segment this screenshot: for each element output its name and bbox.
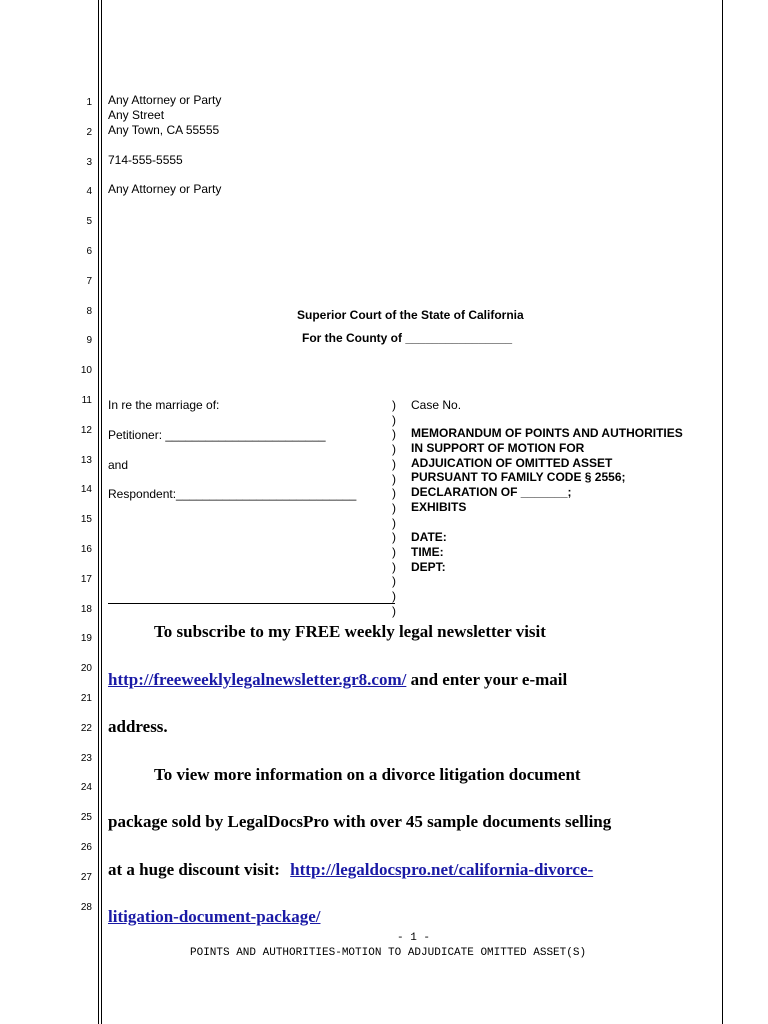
line-number: 20 [80, 663, 92, 675]
case-number-label: Case No. [411, 398, 462, 412]
caption-paren: ) [392, 442, 396, 457]
caption-respondent: Respondent:___________________________ [108, 487, 357, 501]
line-number: 17 [80, 573, 92, 585]
caption-paren: ) [392, 559, 396, 574]
package-paragraph-lead-text: at a huge discount visit: [108, 860, 285, 879]
package-link-part1[interactable]: http://legaldocspro.net/california-divorce- [290, 860, 594, 879]
line-number: 27 [80, 871, 92, 883]
line-number: 14 [80, 484, 92, 496]
line-number: 18 [80, 603, 92, 615]
line-number: 10 [80, 365, 92, 377]
package-paragraph-line4 [108, 907, 321, 927]
caption-paren: ) [392, 471, 396, 486]
package-paragraph-line3 [108, 860, 593, 880]
line-number: 2 [86, 126, 92, 138]
line-number: 23 [80, 752, 92, 764]
left-margin-rule-inner [101, 0, 102, 1024]
attorney-for: Any Attorney or Party [108, 182, 222, 196]
left-margin-rule-outer [98, 0, 99, 1024]
document-title-line: IN SUPPORT OF MOTION FOR [411, 440, 585, 455]
line-number: 13 [80, 454, 92, 466]
caption-paren: ) [392, 603, 396, 618]
package-link-part2[interactable]: litigation-document-package/ [108, 907, 321, 926]
caption-paren: ) [392, 486, 396, 501]
court-county: For the County of ________________ [302, 331, 513, 345]
attorney-city: Any Town, CA 55555 [108, 123, 220, 137]
caption-paren: ) [392, 589, 396, 604]
line-number: 12 [80, 424, 92, 436]
hearing-dept: DEPT: [411, 560, 446, 574]
line-number: 11 [81, 395, 92, 406]
line-number: 28 [80, 901, 92, 913]
line-number: 21 [80, 693, 92, 704]
attorney-name: Any Attorney or Party [108, 93, 222, 107]
newsletter-link-trailing-text: and enter your e-mail [406, 670, 568, 689]
caption-paren: ) [392, 500, 396, 515]
attorney-street: Any Street [108, 108, 165, 122]
line-number: 9 [86, 335, 92, 347]
caption-paren: ) [392, 515, 396, 530]
caption-paren: ) [392, 574, 396, 589]
line-number: 25 [80, 812, 92, 824]
document-title-line: MEMORANDUM OF POINTS AND AUTHORITIES [411, 426, 683, 440]
line-number: 19 [80, 633, 92, 645]
line-number: 22 [80, 722, 92, 734]
newsletter-paragraph-line1: To subscribe to my FREE weekly legal newsletter visit [154, 622, 546, 641]
line-number: 7 [86, 275, 92, 287]
line-number: 1 [86, 97, 92, 108]
footer-page-number: - 1 - [397, 932, 431, 944]
caption-paren: ) [392, 545, 396, 559]
line-number: 3 [86, 156, 92, 168]
document-title-line: EXHIBITS [411, 500, 467, 514]
line-number: 4 [86, 186, 92, 198]
footer-title: POINTS AND AUTHORITIES-MOTION TO ADJUDICATE OMITTED ASSET(S) [190, 947, 587, 959]
caption-marriage: In re the marriage of: [108, 398, 220, 412]
caption-paren: ) [392, 412, 396, 427]
newsletter-link[interactable]: http://freeweeklylegalnewsletter.gr8.com/ [108, 670, 407, 689]
caption-paren: ) [392, 427, 396, 442]
line-number: 24 [80, 782, 92, 794]
line-number: 26 [80, 842, 92, 853]
document-title-line: ADJUICATION OF OMITTED ASSET [411, 455, 613, 470]
line-number: 8 [86, 305, 92, 317]
caption-petitioner: Petitioner: ________________________ [108, 428, 326, 442]
caption-and: and [108, 458, 129, 472]
line-number: 15 [80, 514, 92, 526]
newsletter-paragraph-line2 [108, 670, 567, 690]
package-paragraph-line2: package sold by LegalDocsPro with over 45 sample documents selling [108, 812, 612, 831]
caption-paren: ) [392, 398, 396, 412]
hearing-date: DATE: [411, 530, 447, 544]
right-margin-rule [722, 0, 723, 1024]
line-number: 6 [86, 246, 92, 257]
caption-paren: ) [392, 456, 396, 471]
court-title: Superior Court of the State of California [297, 308, 524, 322]
caption-paren: ) [392, 530, 396, 545]
document-title-line: PURSUANT TO FAMILY CODE § 2556; [411, 470, 626, 485]
caption-bottom-rule [108, 603, 395, 604]
hearing-time: TIME: [411, 545, 444, 559]
newsletter-paragraph-line3: address. [108, 717, 168, 736]
line-number: 16 [80, 544, 92, 555]
package-paragraph-line1: To view more information on a divorce litigation document [154, 765, 581, 784]
line-number: 5 [86, 216, 92, 228]
document-title-line: DECLARATION OF _______; [411, 485, 572, 500]
attorney-phone: 714-555-5555 [108, 153, 183, 167]
